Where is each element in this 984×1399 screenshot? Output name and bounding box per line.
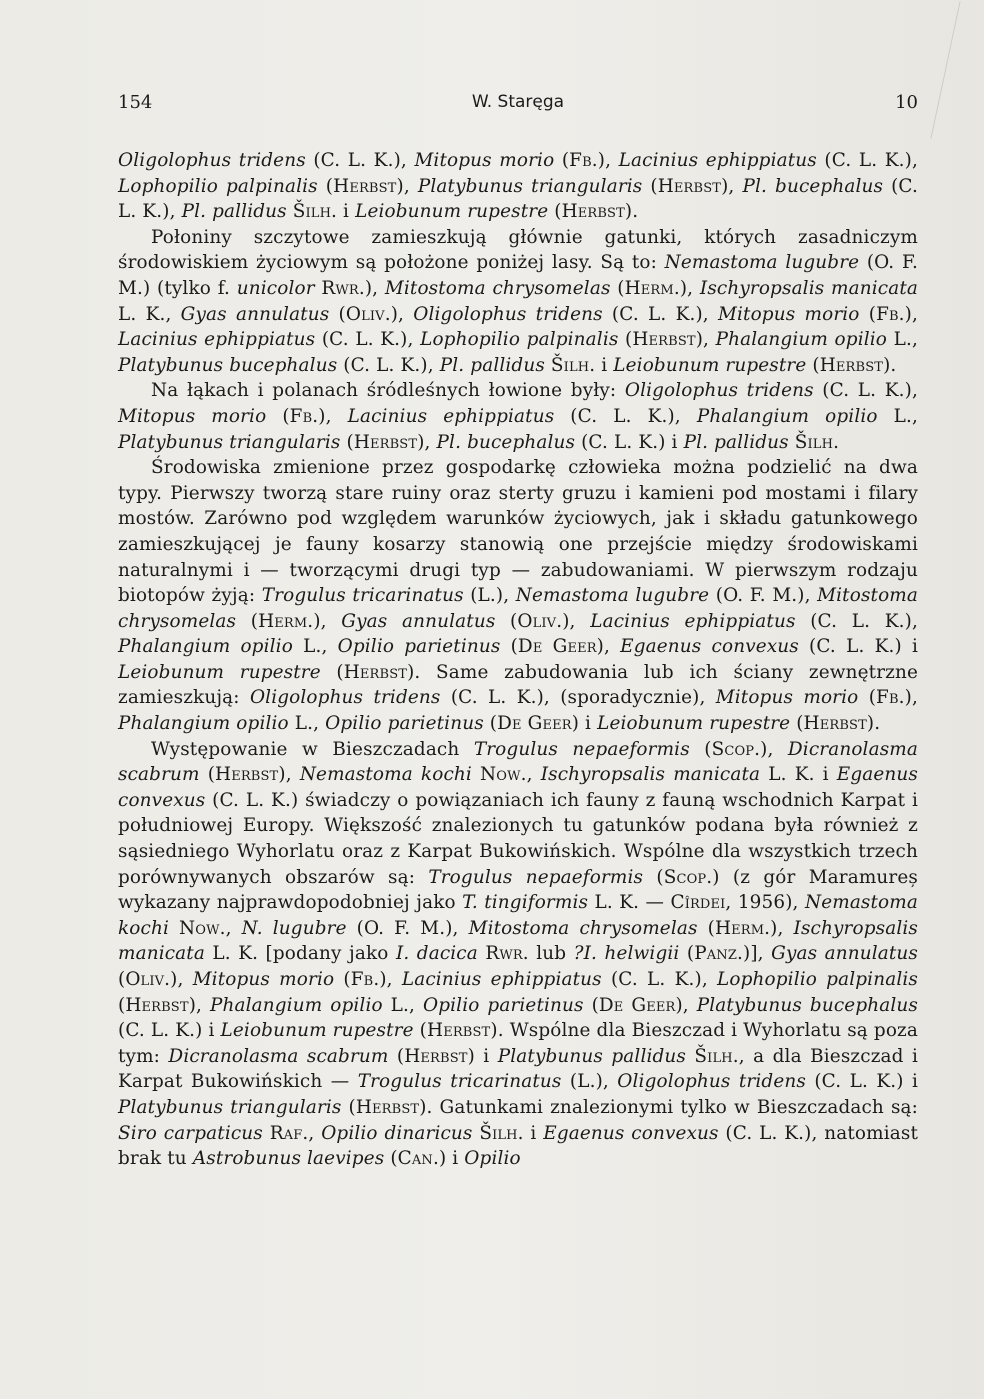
author-abbrev: Herbst xyxy=(657,175,722,197)
text-run: ). Gatunkami znalezionymi tylko w Bieszczadach są: xyxy=(419,1096,918,1118)
taxon: Lophopilio palpinalis xyxy=(420,329,619,351)
text-run: ( xyxy=(554,150,570,171)
author-abbrev: Herm. xyxy=(624,277,680,299)
taxon: Leiobunum rupestre xyxy=(355,201,549,223)
taxon: Lophopilio palpinalis xyxy=(118,175,318,197)
paragraph-5 xyxy=(118,737,918,1172)
text-run: ( xyxy=(118,994,126,1016)
taxon: N. lugubre xyxy=(241,917,347,939)
text-run: (C. L. K.), xyxy=(813,380,918,402)
taxon: Lacinius ephippiatus xyxy=(590,610,796,632)
taxon: Oligolophus tridens xyxy=(249,687,441,709)
taxon: Lacinius ephippiatus xyxy=(347,405,555,427)
text-run: ). xyxy=(883,354,897,376)
text-run: ( xyxy=(859,303,877,325)
author-abbrev: Herbst xyxy=(561,201,625,223)
author-abbrev: Šilh. xyxy=(479,1122,524,1144)
taxon: Opilio xyxy=(464,1148,521,1170)
author-abbrev: Šilh. xyxy=(550,354,596,376)
taxon: Platybunus triangularis xyxy=(118,1096,342,1118)
text-run: ), xyxy=(675,994,697,1016)
author-abbrev: Herbst xyxy=(355,1096,420,1118)
text-run: ), xyxy=(760,738,788,760)
text-run: ). xyxy=(866,713,881,735)
taxon: Egaenus convexus xyxy=(543,1122,719,1144)
author-abbrev: Fb. xyxy=(289,405,319,427)
taxon: I. dacica xyxy=(395,943,478,965)
text-run: Środowiska zmienione przez gospodarkę człowieka można podzielić na dwa typy. Pierwszy tworzą stare ruiny oraz sterty gruzu i kamieni pod mostami i filary mostów. Zarówno pod względem warunków życiowych, jak i składu gatunkowego zamieszkującej je fauny kosarzy stanowią one przejście między środowiskami naturalnymi i — tworzącymi drugi typ — zabudowaniami. W pierwszym rodzaju biotopów żyją: xyxy=(118,457,918,607)
text-run: ( xyxy=(317,175,334,197)
text-run: ), xyxy=(417,431,437,453)
taxon: Mitopus morio xyxy=(118,405,267,427)
text-run: ), xyxy=(904,687,918,709)
text-run: i xyxy=(595,354,614,376)
text-run: L. K. i xyxy=(760,764,837,786)
text-run: ( xyxy=(320,661,344,683)
taxon: Pl. bucephalus xyxy=(742,175,884,197)
taxon: Astrobunus laevipes xyxy=(192,1148,385,1170)
author-abbrev: Now. xyxy=(179,917,226,939)
text-run: ) i xyxy=(571,713,598,735)
text-run: (C. L. K.), xyxy=(816,150,918,171)
author-abbrev: De Geer xyxy=(497,713,572,735)
author-abbrev: Šilh. xyxy=(794,431,840,453)
taxon: Lophopilio palpinalis xyxy=(717,969,918,990)
taxon: Mitostoma chrysomelas xyxy=(468,917,698,939)
author-abbrev: Herbst xyxy=(632,329,696,351)
author-abbrev: Šilh. xyxy=(694,1045,739,1067)
taxon: unicolor xyxy=(236,277,315,299)
text-run: , xyxy=(526,764,541,786)
text-run: (C. L. K.), xyxy=(602,303,719,325)
text-run: , xyxy=(225,917,242,939)
text-run: ), xyxy=(170,969,193,990)
text-run: (L.), xyxy=(463,585,516,607)
text-run: ( xyxy=(483,713,498,735)
taxon: Egaenus convexus xyxy=(118,764,919,811)
taxon: Nemastoma kochi xyxy=(118,892,918,939)
author-abbrev: Oliv. xyxy=(125,969,171,990)
taxon: Pl. bucephalus xyxy=(436,431,576,453)
text-run: ), xyxy=(597,150,619,171)
text-run: (O. F. M.), xyxy=(346,917,469,939)
author-abbrev: Oliv. xyxy=(517,610,563,632)
taxon: Lacinius ephippiatus xyxy=(401,969,602,990)
text-run: L., xyxy=(288,713,326,735)
taxon: Opilio dinaricus xyxy=(321,1122,473,1144)
author-abbrev: Herbst xyxy=(404,1045,468,1067)
author-abbrev: Fb. xyxy=(876,303,905,325)
author-abbrev: Now. xyxy=(480,764,527,786)
text-run: ), xyxy=(695,329,716,351)
taxon: Mitopus morio xyxy=(715,687,859,709)
taxon: Gyas annulatus xyxy=(341,610,496,632)
taxon: Phalangium opilio xyxy=(715,329,888,351)
author-abbrev: Fb. xyxy=(569,150,598,171)
text-run: ), xyxy=(721,175,743,197)
text-run: ( xyxy=(266,405,290,427)
text-run: ( xyxy=(642,175,658,197)
text-run: ( xyxy=(548,201,562,223)
taxon: Ischyropsalis manicata xyxy=(540,764,761,786)
taxon: Mitopus morio xyxy=(192,969,335,990)
author-abbrev: Scop. xyxy=(663,866,713,888)
text-run: L., xyxy=(877,405,918,427)
text-run: ). Wspólne dla Bieszczad i Wyhorlatu są poza tym: xyxy=(118,1020,918,1067)
author-abbrev: Rwr. xyxy=(321,277,365,299)
author-abbrev: Herbst xyxy=(125,994,189,1016)
taxon: Platybunus triangularis xyxy=(118,431,341,453)
text-run: ), xyxy=(396,175,418,197)
text-run: ), xyxy=(679,277,700,299)
author-abbrev: Herbst xyxy=(353,431,418,453)
text-run: ), xyxy=(318,405,348,427)
paragraph-4 xyxy=(118,455,918,737)
author-abbrev: Herbst xyxy=(215,764,279,786)
text-run: i xyxy=(523,1122,544,1144)
text-run: ( xyxy=(858,687,877,709)
text-run: (C. L. K.), (sporadycznie), xyxy=(440,687,716,709)
text-run: ( xyxy=(679,943,695,965)
taxon: Phalangium opilio xyxy=(118,636,293,658)
taxon: Leiobunum rupestre xyxy=(613,354,807,376)
taxon: Phalangium opilio xyxy=(118,713,289,735)
text-run: L., xyxy=(887,329,918,351)
taxon: Opilio parietinus xyxy=(325,713,484,735)
taxon: Oligolophus tridens xyxy=(624,380,814,402)
taxon: Oligolophus tridens xyxy=(118,150,306,171)
text-run xyxy=(263,1123,270,1144)
taxon: Trogulus tricarinatus xyxy=(357,1071,562,1093)
text-run: (C. L. K.) i xyxy=(805,1071,918,1093)
text-run: (C. L. K.), xyxy=(337,354,440,376)
text-run: ( xyxy=(329,303,346,325)
text-run: ) i xyxy=(467,1045,498,1067)
text-run: ), xyxy=(278,764,300,786)
taxon: Pl. pallidus xyxy=(439,354,545,376)
text-run: Na łąkach i polanach śródleśnych łowione były: xyxy=(151,380,625,402)
body-text xyxy=(118,148,918,1172)
text-run: ), xyxy=(904,303,918,325)
taxon: Dicranolasma scabrum xyxy=(168,1045,389,1067)
taxon: Siro carpaticus xyxy=(118,1122,263,1144)
text-run: ( xyxy=(790,713,804,735)
taxon: Lacinius ephippiatus xyxy=(618,150,817,171)
author-abbrev: Oliv. xyxy=(345,303,391,325)
author-abbrev: Rwr. xyxy=(485,943,529,965)
text-run: , 1956), xyxy=(725,892,805,914)
text-run: ), xyxy=(770,917,794,939)
author-abbrev: Herbst xyxy=(803,713,867,735)
text-run: ), xyxy=(562,610,591,632)
author-abbrev: Panz. xyxy=(694,943,744,965)
text-run: L., xyxy=(382,994,423,1016)
running-author: W. Staręga xyxy=(471,92,565,112)
text-run: ( xyxy=(583,994,599,1016)
text-run: Występowanie w Bieszczadach xyxy=(151,738,474,760)
taxon: Dicranolasma scabrum xyxy=(118,738,918,786)
text-run: L., xyxy=(292,636,338,658)
author-abbrev: Šilh. xyxy=(292,201,338,223)
text-run: ( xyxy=(340,431,354,453)
text-run: , a dla Bieszczad i Karpat Bukowińskich — xyxy=(118,1045,918,1093)
text-run: (O. F. M.), xyxy=(709,585,818,607)
taxon: Mitostoma chrysomelas xyxy=(118,585,919,632)
taxon: Leiobunum rupestre xyxy=(220,1020,414,1042)
taxon: Mitostoma chrysomelas xyxy=(384,277,611,299)
text-run: L. K., xyxy=(118,303,181,325)
author-abbrev: De Geer xyxy=(517,636,597,658)
taxon: Mitopus morio xyxy=(718,303,860,325)
taxon: Nemastoma kochi xyxy=(299,764,472,786)
taxon: Platybunus bucephalus xyxy=(696,994,918,1016)
text-run: (C. L. K.), xyxy=(554,405,697,427)
text-run: ( xyxy=(236,610,259,632)
text-run: ( xyxy=(384,1148,398,1170)
taxon: Mitopus morio xyxy=(414,150,555,171)
text-run: ). xyxy=(624,201,639,223)
taxon: Opilio parietinus xyxy=(422,994,584,1016)
text-run: i xyxy=(337,201,356,223)
taxon: Phalangium opilio xyxy=(696,405,878,427)
text-run: , xyxy=(308,1122,322,1144)
text-run: ( xyxy=(500,636,518,658)
taxon: Ischyropsalis manicata xyxy=(699,277,919,299)
text-run: L. K. — xyxy=(588,892,671,914)
text-run xyxy=(472,764,480,785)
taxon: Platybunus pallidus xyxy=(497,1045,687,1067)
text-run: (O. F. M.) (tylko f. xyxy=(118,252,918,299)
text-run: ( xyxy=(413,1020,428,1042)
text-run: (C. L. K.) i xyxy=(798,636,918,658)
text-run xyxy=(169,918,179,939)
text-run: ( xyxy=(341,1096,356,1118)
running-header xyxy=(118,92,918,118)
text-run: lub xyxy=(528,943,574,965)
text-run: ( xyxy=(643,866,664,888)
taxon: Trogulus tricarinatus xyxy=(261,585,464,607)
paper-scratch xyxy=(930,1,960,138)
text-run: ( xyxy=(118,969,126,990)
author-abbrev: Herm. xyxy=(714,917,771,939)
text-run: ( xyxy=(618,329,633,351)
section-number: 10 xyxy=(895,92,918,113)
taxon: Nemastoma lugubre xyxy=(515,585,710,607)
text-run: ). Same zabudowania lub ich ściany zewnętrzne zamieszkują: xyxy=(118,661,919,709)
text-run: (C. L. K.), xyxy=(795,610,918,632)
paragraph-1 xyxy=(118,148,918,225)
taxon: Pl. pallidus xyxy=(683,431,789,453)
paragraph-2 xyxy=(118,225,918,379)
author-abbrev: Herbst xyxy=(427,1020,491,1042)
taxon: Oligolophus tridens xyxy=(617,1071,806,1093)
text-run: )], xyxy=(743,943,772,965)
text-run: ( xyxy=(806,354,820,376)
taxon: Leiobunum rupestre xyxy=(118,661,321,683)
text-run: ( xyxy=(610,277,625,299)
author-abbrev: Herbst xyxy=(343,661,408,683)
text-run: (L.), xyxy=(561,1071,618,1093)
text-run: ), xyxy=(188,994,210,1016)
author-abbrev: Can. xyxy=(397,1148,439,1170)
taxon: Trogulus nepaeformis xyxy=(428,866,644,888)
author-abbrev: Cîrdei xyxy=(670,892,726,914)
text-run: ) i xyxy=(438,1148,465,1170)
text-run: ), xyxy=(390,303,414,325)
text-run: ( xyxy=(334,969,351,990)
text-run: Połoniny szczytowe zamieszkują głównie gatunki, których zasadniczym środowiskiem życiowym są położone poniżej lasy. Są to: xyxy=(118,226,918,274)
text-run: ( xyxy=(697,917,715,939)
text-run: (C. L. K.) świadczy o powiązaniach ich fauny z fauną wschodnich Karpat i południowej Europy. Większość znalezionych tu gatunków podana była również z sąsiedniego Wyhorlatu oraz z Karpat Bukowińskich. Wspólne dla wszystkich trzech porównywanych obszarów są: xyxy=(118,789,918,888)
text-run: ), xyxy=(379,969,402,990)
author-abbrev: Fb. xyxy=(876,687,905,709)
taxon: Opilio parietinus xyxy=(337,636,501,658)
author-abbrev: Raf. xyxy=(269,1122,309,1144)
taxon: Nemastoma lugubre xyxy=(664,252,860,274)
text-run: ) (z gór Maramureș wykazany najprawdopodobniej jako xyxy=(118,866,918,914)
paragraph-3 xyxy=(118,378,918,455)
text-run: (C. L. K.), natomiast brak tu xyxy=(118,1122,919,1170)
taxon: Platybunus bucephalus xyxy=(118,354,338,376)
text-run: ), xyxy=(313,610,342,632)
taxon: Platybunus triangularis xyxy=(417,175,643,197)
taxon: Gyas annulatus xyxy=(771,943,918,965)
taxon: Lacinius ephippiatus xyxy=(118,329,316,351)
text-run: (C. L. K.) i xyxy=(575,431,684,453)
page-number: 154 xyxy=(118,92,153,113)
author-abbrev: Herbst xyxy=(819,354,884,376)
taxon: T. tingiformis xyxy=(462,892,589,914)
text-run: (C. L. K.), xyxy=(305,150,415,171)
author-abbrev: Herm. xyxy=(258,610,314,632)
text-run: ( xyxy=(689,738,712,760)
author-abbrev: Scop. xyxy=(711,738,761,760)
taxon: Ischyropsalis manicata xyxy=(118,917,918,965)
text-run: L. K. [podany jako xyxy=(204,943,396,965)
taxon: Phalangium opilio xyxy=(209,994,383,1016)
text-run: ( xyxy=(199,764,216,786)
taxon: Leiobunum rupestre xyxy=(597,713,791,735)
text-run: ), xyxy=(364,277,385,299)
taxon: Gyas annulatus xyxy=(180,303,330,325)
taxon: ?I. helwigii xyxy=(573,943,680,965)
text-run: (C. L. K.), xyxy=(315,329,421,351)
text-run: (C. L. K.), xyxy=(118,175,918,223)
author-abbrev: De Geer xyxy=(598,994,676,1016)
taxon: Pl. pallidus xyxy=(181,201,287,223)
author-abbrev: Herbst xyxy=(333,175,397,197)
text-run: (C. L. K.) i xyxy=(118,1020,221,1042)
taxon: Trogulus nepaeformis xyxy=(473,738,690,760)
text-run: ( xyxy=(495,610,518,632)
text-run: ( xyxy=(388,1045,405,1067)
author-abbrev: Fb. xyxy=(350,969,380,990)
text-run: (C. L. K.), xyxy=(601,969,718,990)
text-run: ), xyxy=(596,636,621,658)
taxon: Egaenus convexus xyxy=(620,636,799,658)
taxon: Oligolophus tridens xyxy=(413,303,603,325)
